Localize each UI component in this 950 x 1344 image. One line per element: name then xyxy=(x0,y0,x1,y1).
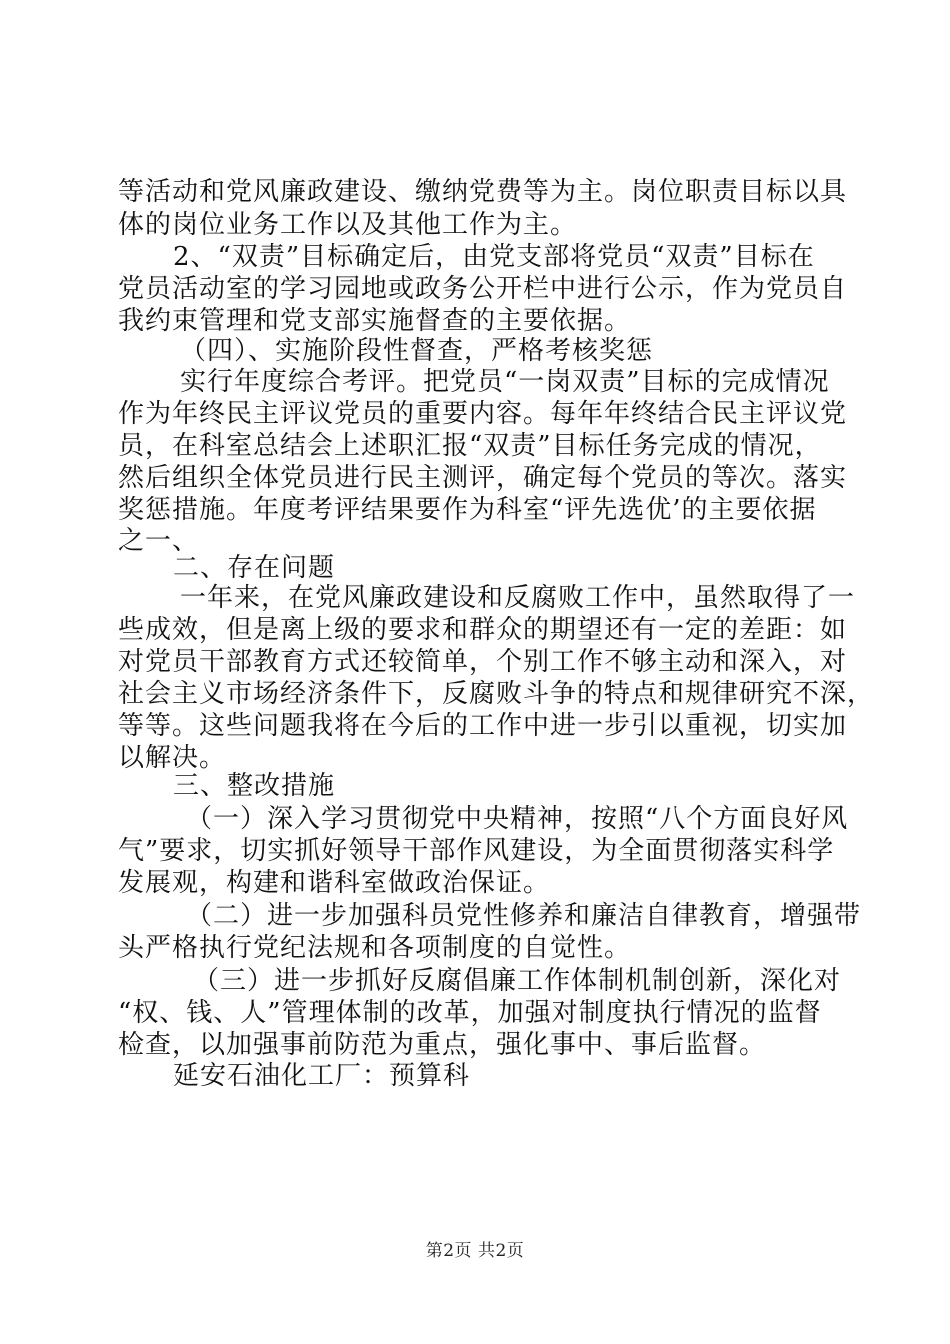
body-line: 2、“双责”目标确定后，由党支部将党员“双责”目标在 xyxy=(173,242,815,272)
body-line: 气”要求，切实抓好领导干部作风建设，为全面贯彻落实科学 xyxy=(118,836,835,866)
body-line: 实行年度综合考评。把党员“一岗双责”目标的完成情况 xyxy=(180,367,830,397)
body-line: 等等。这些问题我将在今后的工作中进一步引以重视，切实加 xyxy=(118,711,848,741)
body-line: 等活动和党风廉政建设、缴纳党费等为主。岗位职责目标以具 xyxy=(118,177,848,207)
section-heading: 三、整改措施 xyxy=(173,771,336,801)
page-number: 第2页 共2页 xyxy=(425,1241,525,1261)
body-line: 以解决。 xyxy=(118,743,227,773)
body-line: 头严格执行党纪法规和各项制度的自觉性。 xyxy=(118,933,632,963)
body-line: 检查，以加强事前防范为重点，强化事中、事后监督。 xyxy=(118,1030,767,1060)
body-line: 奖惩措施。年度考评结果要作为科室“评先选优’的主要依据 xyxy=(118,495,817,525)
body-line: （一）深入学习贯彻党中央精神，按照“八个方面良好风 xyxy=(186,804,849,834)
body-line: 员，在科室总结会上述职汇报“双责”目标任务完成的情况， xyxy=(118,431,822,461)
body-line: 体的岗位业务工作以及其他工作为主。 xyxy=(118,210,578,240)
body-line: 对党员干部教育方式还较简单，个别工作不够主动和深入，对 xyxy=(118,647,848,677)
section-heading: 二、存在问题 xyxy=(173,553,336,583)
body-line: 作为年终民主评议党员的重要内容。每年年终结合民主评议党 xyxy=(118,399,848,429)
body-line: 党员活动室的学习园地或政务公开栏中进行公示，作为党员自 xyxy=(118,274,848,304)
body-line: “权、钱、人”管理体制的改革，加强对制度执行情况的监督 xyxy=(118,998,822,1028)
body-line: 些成效，但是离上级的要求和群众的期望还有一定的差距：如 xyxy=(118,615,848,645)
body-line: 发展观，构建和谐科室做政治保证。 xyxy=(118,868,551,898)
signature-line: 延安石油化工厂：预算科 xyxy=(173,1061,471,1091)
section-heading: （四）、实施阶段性督查，严格考核奖惩 xyxy=(180,336,654,366)
body-line: 我约束管理和党支部实施督查的主要依据。 xyxy=(118,306,632,336)
body-line: 之一、 xyxy=(118,526,200,556)
body-line: 一年来，在党风廉政建设和反腐败工作中，虽然取得了一 xyxy=(180,583,856,613)
body-line: 社会主义市场经济条件下，反腐败斗争的特点和规律研究不深， xyxy=(118,679,875,709)
body-line: （三）进一步抓好反腐倡廉工作体制机制创新，深化对 xyxy=(193,966,842,996)
body-line: 然后组织全体党员进行民主测评，确定每个党员的等次。落实 xyxy=(118,463,848,493)
body-line: （二）进一步加强科员党性修养和廉洁自律教育，增强带 xyxy=(186,901,862,931)
